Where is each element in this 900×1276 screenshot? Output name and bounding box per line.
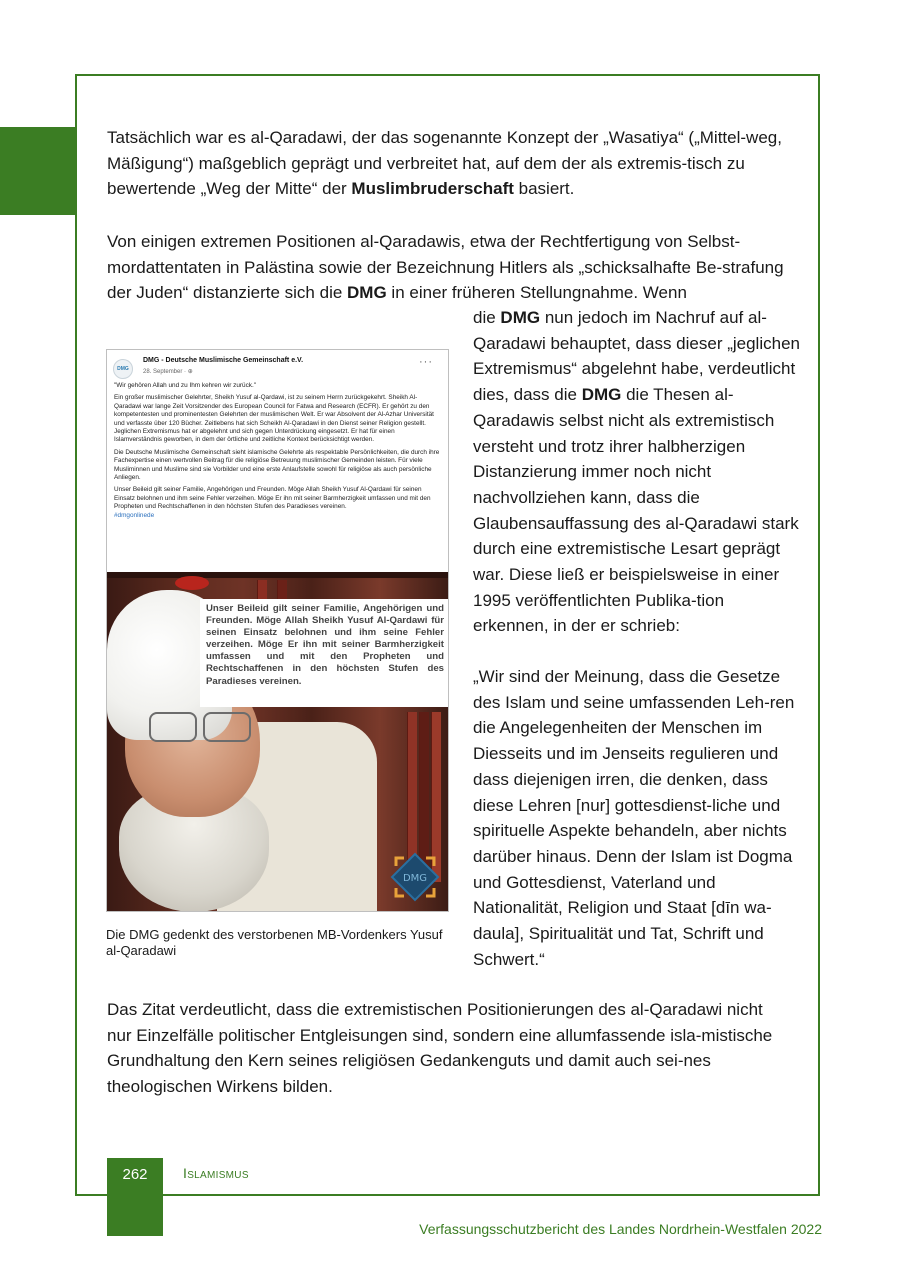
paragraph-distanzierung (107, 229, 787, 306)
more-options-icon: ··· (419, 356, 433, 368)
paragraph-conclusion: Das Zitat verdeutlicht, dass die extremistischen Positionierungen des al-Qaradawi nicht nur Einzelfälle politischer Entgleisungen sind, sondern eine allumfassende isla-mistische Grundhaltung den Kern seines religiösen Gedankenguts und damit auch sei-nes theologischen Wirkens bilden. (107, 1000, 773, 1097)
bookshelf (107, 572, 448, 578)
paragraph-wasatiya (107, 125, 787, 202)
glasses-left (149, 712, 197, 742)
dmg-logo-icon (390, 852, 440, 902)
post-paragraph-1: Ein großer muslimischer Gelehrter, Sheikh Yusuf al-Qardawi, ist zu seinem Herrn zurückgekehrt. Sheikh Al-Qaradawi war lange Zeit Vorsitzender des European Council for Fatwa and Research (ECFR). Er gehört zu den kompetentesten und prominentesten Gelehrten der muslimischen Welt. Er war Absolvent der Al-Azhar Universität und verfasste über 120 Bücher. Zeitlebens hat sich Scheikh Al-Qaradawi in den Dienst seiner Religion gestellt. Jeglichen Extremismus hat er abgelehnt und sich gegen Unterdrückung eingesetzt. Er hat für einen Islamverständnis geworben, in dem der örtliche und zeitliche Kontext berücksichtigt werden. (114, 394, 434, 444)
p1-text: Tatsächlich war es al-Qaradawi, der das sogenannte Konzept der „Wasatiya“ („Mittel-weg, Mäßigung“) maßgeblich geprägt und verbreitet hat, auf dem der als extremis-tisch zu bewertende „Weg der Mitte“ der (107, 128, 782, 199)
paragraph-nachruf (473, 305, 803, 639)
post-body (114, 382, 442, 524)
report-footer: Verfassungsschutzbericht des Landes Nordrhein-Westfalen 2022 (419, 1221, 822, 1237)
section-label: Islamismus (183, 1165, 249, 1181)
qaradawi-quote: „Wir sind der Meinung, dass die Gesetze des Islam und seine umfassenden Leh-ren die Angelegenheiten der Menschen im Diesseits und im Jenseits regulieren und dass diejenigen irren, die denken, dass diese Lehren [nur] gottesdienst-liche und spirituelle Aspekte behandeln, aber nichts darüber hinaus. Denn der Islam ist Dogma und Gottesdienst, Vaterland und Nationalität, Religion und Staat [dīn wa-daula], Spiritualität und Tat, Schrift und Schwert.“ (473, 667, 795, 969)
p2-bold-term: DMG (347, 283, 387, 303)
post-date (143, 368, 193, 375)
p2c-text-b: nun jedoch im Nachruf auf al-Qaradawi behauptet, dass dieser „jeglichen Extremismus“ abgelehnt habe, verdeutlicht dies, dass die (473, 308, 800, 405)
figure-caption: Die DMG gedenkt des verstorbenen MB-Vordenkers Yusuf al-Qaradawi (106, 927, 443, 958)
p1-text-end: basiert. (513, 179, 575, 199)
p2c-bold-2: DMG (581, 385, 622, 405)
post-date-text: 28. September · (143, 369, 188, 375)
condolence-overlay (200, 599, 448, 707)
turban-top (175, 576, 209, 590)
p2-text-end: in einer früheren Stellungnahme. Wenn (386, 283, 687, 303)
p2-text: Von einigen extremen Positionen al-Qaradawis, etwa der Rechtfertigung von Selbst-mordattentaten in Palästina sowie der Bezeichnung Hitlers als „schicksalhafte Be-strafung der Juden“ distanzierte sich die (107, 232, 784, 303)
side-tab-marker (0, 127, 76, 215)
facebook-post-figure (106, 349, 449, 912)
p1-bold-term: Muslimbruderschaft (351, 179, 514, 199)
dmg-avatar: DMG (113, 359, 133, 379)
glasses-right (203, 712, 251, 742)
post-author: DMG - Deutsche Muslimische Gemeinschaft e.V. (143, 357, 304, 364)
post-paragraph-2: Die Deutsche Muslimische Gemeinschaft sieht islamische Gelehrte als respektable Persönlichkeiten, die durch ihre Fachexpertise einen wertvollen Beitrag für die religiöse Betreuung muslimischer Gemeinden leisten. Für viele Musliminnen und Muslime sind sie Vorbilder und eine erste Anlaufstelle sowohl für religiöse als auch persönliche Anliegen. (114, 448, 440, 482)
post-paragraph-3-text: Unser Beileid gilt seiner Familie, Angehörigen und Freunden. Möge Allah Sheikh Yusuf Al-Qardawi für seinen Einsatz belohnen und ihm seine Fehler verzeihen. Möge Er ihn mit seiner Barmherzigkeit umfassen und mit den Propheten und Rechtschaffenen in den höchsten Stufen des Paradieses vereinen. (114, 486, 431, 511)
p2c-bold-1: DMG (500, 308, 541, 327)
post-photo (107, 572, 448, 912)
post-line-1: "Wir gehören Allah und zu Ihm kehren wir zurück." (114, 382, 256, 389)
condolence-overlay-text: Unser Beileid gilt seiner Familie, Angehörigen und Freunden. Möge Allah Sheikh Yusuf Al-Qardawi für seinen Einsatz belohnen und ihm seine Fehler verzeihen. Möge Er ihn mit seiner Barmherzigkeit umfassen und mit den Propheten und Rechtschaffenen in den höchsten Stufen des Paradieses vereinen. (206, 603, 444, 687)
post-paragraph-3 (114, 486, 442, 520)
page-number: 262 (122, 1166, 148, 1183)
post-header (113, 356, 443, 380)
p2c-text-a: die (473, 308, 501, 327)
post-hashtag: #dmgonlinede (114, 511, 155, 519)
p2c-text-c: die Thesen al-Qaradawis selbst nicht als extremistisch versteht und trotz ihrer halbherzigen Distanzierung immer noch nicht nachvollziehen kann, dass die Glaubensauffassung des al-Qaradawi stark durch eine extremistische Lesart geprägt war. Diese ließ er beispielsweise in einer 1995 veröffentlichten Publika-tion erkennen, in der er schrieb: (473, 385, 799, 636)
dmg-watermark-text: DMG (402, 873, 428, 884)
globe-icon: ⊕ (187, 369, 193, 375)
page-number-box (107, 1158, 163, 1236)
